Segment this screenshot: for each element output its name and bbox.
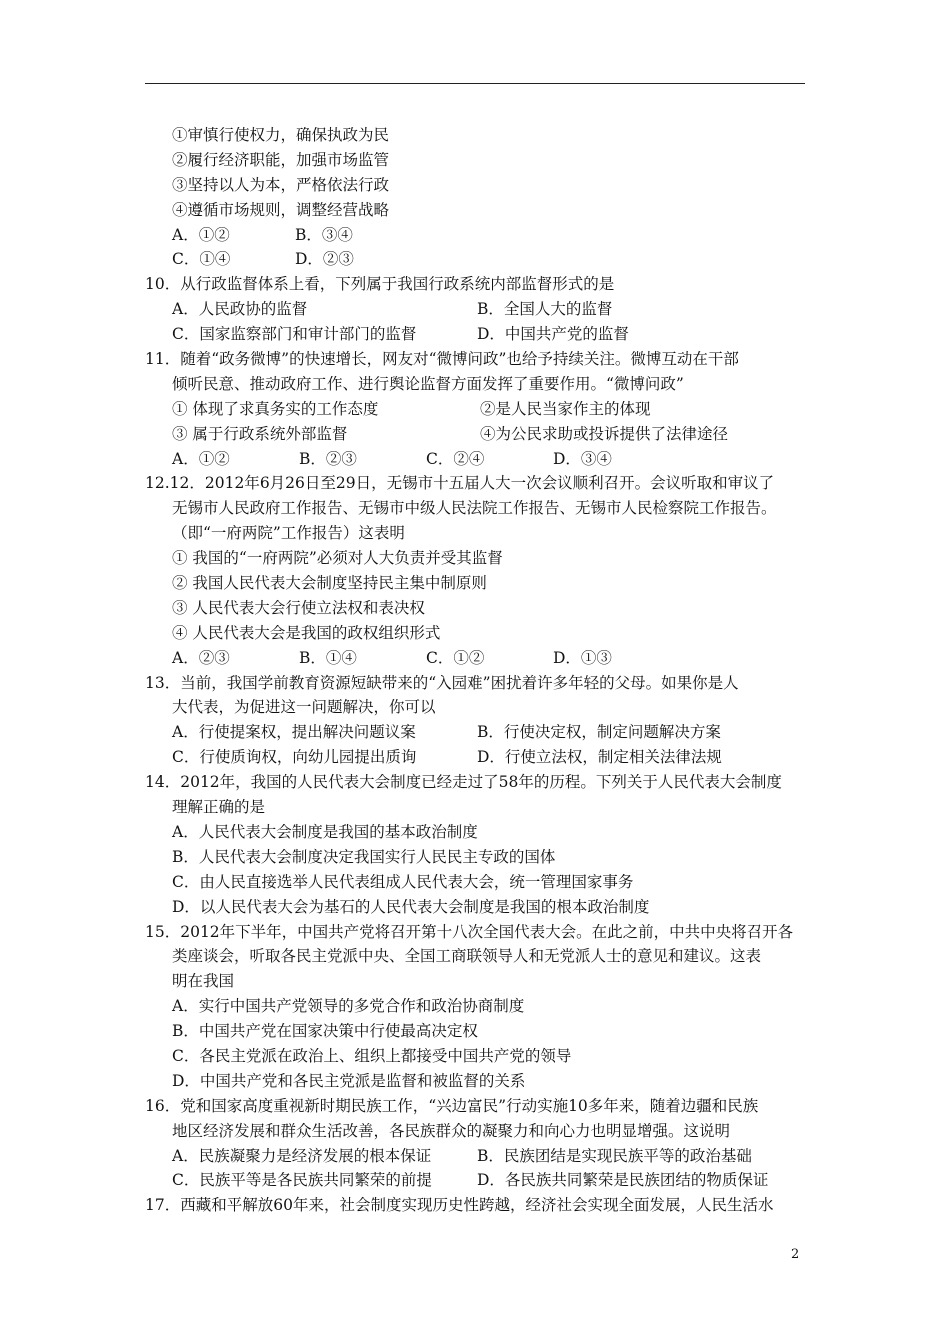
q12-answer-a: A．②③ (172, 648, 230, 667)
q16-answer-c: C．民族平等是各民族共同繁荣的前提 (172, 1171, 432, 1190)
q9-answers-row2 (145, 247, 825, 272)
q9-option-3: ③坚持以人为本，严格依法行政 (172, 175, 390, 194)
page-number: 2 (791, 1247, 800, 1262)
q13-answer-a: A．行使提案权，提出解决问题议案 (172, 723, 416, 742)
q12-stem-line3: （即“一府两院”工作报告）这表明 (172, 524, 405, 543)
q16-stem-line1: 16．党和国家高度重视新时期民族工作，“兴边富民”行动实施10多年来，随着边疆和民族 (145, 1096, 759, 1115)
q12-stem-line2: 无锡市人民政府工作报告、无锡市中级人民法院工作报告、无锡市人民检察院工作报告。 (172, 499, 777, 518)
q15-answer-a: A．实行中国共产党领导的多党合作和政治协商制度 (172, 997, 525, 1016)
q16-answers-row1 (145, 1144, 825, 1169)
q13-answers-row2 (145, 745, 825, 770)
q13-stem-line1: 13．当前，我国学前教育资源短缺带来的“入园难”困扰着许多年轻的父母。如果你是人 (145, 673, 739, 692)
q14-answer-a: A．人民代表大会制度是我国的基本政治制度 (172, 822, 478, 841)
q11-answer-d: D．③④ (553, 449, 612, 468)
q12-stem-line1: 12.12．2012年6月26日至29日，无锡市十五届人大一次会议顺利召开。会议听取和审议了 (145, 474, 775, 493)
q11-stem-line2: 倾听民意、推动政府工作、进行舆论监督方面发挥了重要作用。“微博问政” (172, 374, 684, 393)
q9-answer-d: D．②③ (295, 250, 354, 269)
q11-answer-b: B．②③ (299, 449, 357, 468)
q9-option-4: ④遵循市场规则，调整经营战略 (172, 200, 390, 219)
exam-page-content (145, 123, 825, 1218)
q11-answers (145, 447, 825, 472)
q11-stem-line1: 11．随着“政务微博”的快速增长，网友对“微博问政”也给予持续关注。微博互动在干部 (145, 350, 739, 369)
q13-answers-row1 (145, 720, 825, 745)
q13-answer-d: D．行使立法权，制定相关法律法规 (477, 748, 722, 767)
q12-item-2: ② 我国人民代表大会制度坚持民主集中制原则 (172, 574, 487, 593)
q16-stem-line2: 地区经济发展和群众生活改善，各民族群众的凝聚力和向心力也明显增强。这说明 (172, 1121, 731, 1140)
q11-answer-a: A．①② (172, 449, 230, 468)
q11-item-2: ②是人民当家作主的体现 (480, 399, 651, 418)
q15-stem-line1: 15．2012年下半年，中国共产党将召开第十八次全国代表大会。在此之前，中共中央将召开各 (145, 922, 794, 941)
q9-answer-a: A．①② (172, 225, 230, 244)
q14-answer-d: D．以人民代表大会为基石的人民代表大会制度是我国的根本政治制度 (172, 897, 650, 916)
q9-answer-c: C．①④ (172, 250, 231, 269)
q13-answer-c: C．行使质询权，向幼儿园提出质询 (172, 748, 417, 767)
q11-item-4: ④为公民求助或投诉提供了法律途径 (480, 424, 729, 443)
q10-answers-row1 (145, 297, 825, 322)
q14-stem-line1: 14．2012年，我国的人民代表大会制度已经走过了58年的历程。下列关于人民代表大会制度 (145, 773, 782, 792)
q14-answer-b: B．人民代表大会制度决定我国实行人民民主专政的国体 (172, 847, 556, 866)
q9-option-1: ①审慎行使权力，确保执政为民 (172, 126, 390, 144)
header-rule (145, 83, 805, 84)
q15-answer-c: C．各民主党派在政治上、组织上都接受中国共产党的领导 (172, 1046, 572, 1065)
q10-answer-a: A．人民政协的监督 (172, 300, 308, 319)
q15-stem-line3: 明在我国 (172, 972, 235, 991)
q10-answer-d: D．中国共产党的监督 (477, 325, 629, 344)
q12-answers (145, 646, 825, 671)
q12-item-3: ③ 人民代表大会行使立法权和表决权 (172, 598, 425, 617)
q12-item-4: ④ 人民代表大会是我国的政权组织形式 (172, 623, 441, 642)
q12-item-1: ① 我国的“一府两院”必须对人大负责并受其监督 (172, 549, 503, 568)
q16-answers-row2 (145, 1168, 825, 1193)
q13-answer-b: B．行使决定权，制定问题解决方案 (477, 723, 721, 742)
q14-stem-line2: 理解正确的是 (172, 798, 266, 817)
q11-item-3: ③ 属于行政系统外部监督 (172, 424, 348, 443)
q12-answer-d: D．①③ (553, 648, 612, 667)
q14-answer-c: C．由人民直接选举人民代表组成人民代表大会，统一管理国家事务 (172, 872, 634, 891)
q10-answer-b: B．全国人大的监督 (477, 300, 613, 319)
q12-answer-c: C．①② (426, 648, 485, 667)
q15-answer-b: B．中国共产党在国家决策中行使最高决定权 (172, 1022, 478, 1041)
q10-stem: 10．从行政监督体系上看，下列属于我国行政系统内部监督形式的是 (145, 275, 615, 294)
q9-option-2: ②履行经济职能，加强市场监管 (172, 150, 390, 169)
q10-answers-row2 (145, 322, 825, 347)
q17-stem-line1: 17．西藏和平解放60年来，社会制度实现历史性跨越，经济社会实现全面发展，人民生活水 (145, 1196, 774, 1215)
q16-answer-b: B．民族团结是实现民族平等的政治基础 (477, 1146, 752, 1165)
q11-items-row2 (145, 422, 825, 447)
q15-answer-d: D．中国共产党和各民主党派是监督和被监督的关系 (172, 1071, 526, 1090)
q11-items-row1 (145, 397, 825, 422)
q16-answer-a: A．民族凝聚力是经济发展的根本保证 (172, 1146, 432, 1165)
q11-answer-c: C．②④ (426, 449, 485, 468)
q12-answer-b: B．①④ (299, 648, 357, 667)
q10-answer-c: C．国家监察部门和审计部门的监督 (172, 325, 417, 344)
q16-answer-d: D．各民族共同繁荣是民族团结的物质保证 (477, 1171, 769, 1190)
q15-stem-line2: 类座谈会，听取各民主党派中央、全国工商联领导人和无党派人士的意见和建议。这表 (172, 947, 762, 966)
q13-stem-line2: 大代表，为促进这一问题解决，你可以 (172, 698, 436, 717)
q9-answers-row1 (145, 223, 825, 248)
q11-item-1: ① 体现了求真务实的工作态度 (172, 399, 379, 418)
q9-answer-b: B．③④ (295, 225, 353, 244)
